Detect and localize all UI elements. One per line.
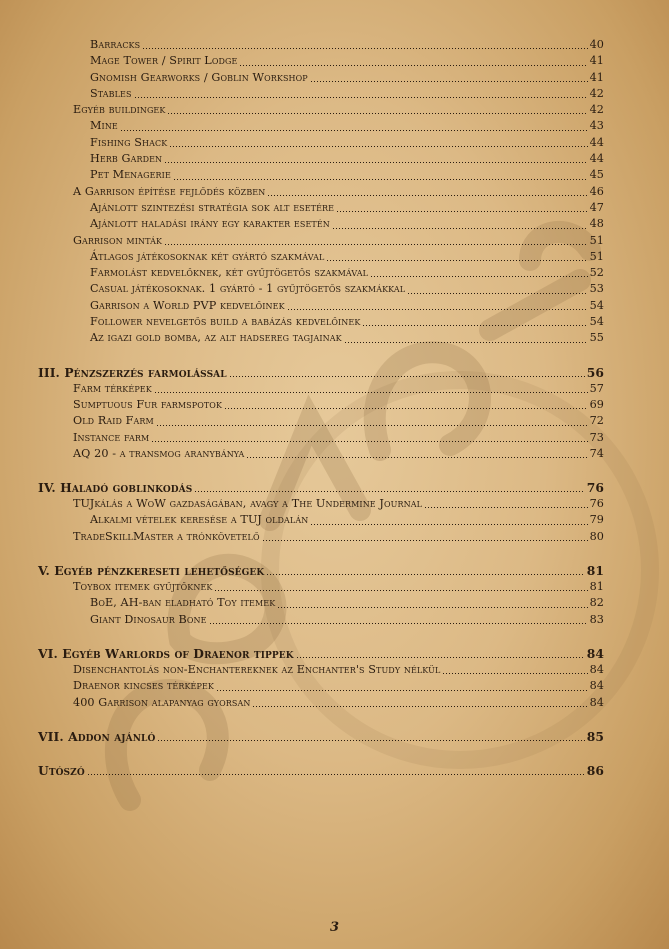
toc-entry-page: 51 — [589, 249, 604, 263]
dot-leader — [209, 622, 588, 625]
dot-leader — [262, 539, 588, 542]
toc-entry[interactable] — [38, 299, 604, 315]
dot-leader — [287, 308, 588, 311]
toc-entry-title: Ajánlott haladási irány egy karakter esetén — [90, 217, 330, 231]
toc-entry-page: 44 — [589, 152, 604, 166]
dot-leader — [87, 773, 585, 776]
toc-entry-page: 51 — [589, 233, 604, 247]
toc-section-heading[interactable] — [38, 729, 604, 746]
dot-leader — [424, 506, 588, 509]
toc-entry[interactable] — [38, 497, 604, 513]
toc-entry[interactable] — [38, 266, 604, 282]
dot-leader — [216, 689, 588, 692]
toc-entry[interactable] — [38, 71, 604, 87]
section-spacer — [38, 463, 604, 480]
dot-leader — [370, 275, 588, 278]
dot-leader — [332, 227, 588, 230]
toc-entry-page: 76 — [589, 497, 604, 511]
toc-entry-title: Mage Tower / Spirit Lodge — [90, 54, 238, 68]
toc-entry-title: TradeSkillMaster a trónkövetelő — [73, 529, 260, 543]
toc-entry-page: 86 — [586, 762, 604, 778]
toc-entry-title: Follower nevelgetős build a babázás kedvelőinek — [90, 315, 361, 329]
dot-leader — [310, 80, 588, 83]
toc-entry[interactable] — [38, 679, 604, 695]
dot-leader — [336, 210, 587, 213]
toc-entry[interactable] — [38, 119, 604, 135]
toc-entry[interactable] — [38, 580, 604, 596]
toc-entry-page: 57 — [589, 381, 604, 395]
section-spacer — [38, 348, 604, 365]
toc-entry-page: 72 — [589, 414, 604, 428]
dot-leader — [277, 606, 587, 609]
toc-entry-title: Disenchantolás non-Enchantereknek az Enchanter's Study nélkül — [73, 662, 441, 676]
dot-leader — [164, 161, 587, 164]
toc-entry-page: 43 — [589, 119, 604, 133]
toc-entry-title: V. Egyéb pénzkereseti lehetőségek — [38, 563, 265, 579]
toc-entry-page: 40 — [589, 38, 604, 51]
toc-entry[interactable] — [38, 414, 604, 430]
toc-entry-title: Fishing Shack — [90, 135, 168, 149]
toc-section-heading[interactable] — [38, 763, 604, 780]
toc-entry-title: Stables — [90, 86, 132, 100]
toc-entry-title: TUJkálás a WoW gazdaságában, avagy a The Undermine Journal — [73, 497, 422, 511]
toc-entry-title: AQ 20 - a transmog aranybánya — [73, 446, 245, 460]
toc-entry-page: 73 — [589, 430, 604, 444]
dot-leader — [310, 523, 587, 526]
page-number: 3 — [329, 920, 340, 935]
toc-entry-page: 84 — [589, 695, 604, 709]
toc-entry[interactable] — [38, 136, 604, 152]
dot-leader — [239, 64, 587, 67]
toc-entry-page: 48 — [589, 217, 604, 231]
toc-entry[interactable] — [38, 168, 604, 184]
dot-leader — [157, 739, 584, 742]
toc-entry[interactable] — [38, 315, 604, 331]
toc-entry-page: 82 — [589, 596, 604, 610]
dot-leader — [296, 656, 585, 659]
toc-entry-title: Instance farm — [73, 430, 150, 444]
toc-entry[interactable] — [38, 152, 604, 168]
toc-entry-page: 76 — [586, 480, 604, 496]
toc-entry[interactable] — [38, 382, 604, 398]
toc-entry-title: Mine — [90, 119, 118, 133]
toc-entry-title: Utószó — [38, 762, 85, 778]
toc-entry-title: Átlagos játékosoknak két gyártó szakmával — [90, 249, 325, 263]
table-of-contents — [38, 38, 604, 780]
toc-entry-title: Giant Dinosaur Bone — [90, 612, 207, 626]
toc-entry-page: 84 — [586, 645, 604, 661]
toc-entry-page: 42 — [589, 103, 604, 117]
dot-leader — [120, 129, 588, 132]
toc-entry[interactable] — [38, 185, 604, 201]
dot-leader — [252, 705, 587, 708]
toc-entry-page: 81 — [586, 563, 604, 579]
toc-entry-title: Farm térképek — [73, 381, 152, 395]
toc-section-heading[interactable] — [38, 646, 604, 663]
toc-entry[interactable] — [38, 201, 604, 217]
toc-entry-title: Garrison minták — [73, 233, 163, 247]
toc-entry-page: 44 — [589, 135, 604, 149]
toc-entry[interactable] — [38, 447, 604, 463]
toc-entry-title: Sumptuous Fur farmspotok — [73, 397, 223, 411]
toc-entry-title: Herb Garden — [90, 152, 163, 166]
dot-leader — [362, 324, 587, 327]
toc-entry-title: VII. Addon ajánló — [38, 728, 156, 744]
toc-entry-page: 41 — [589, 54, 604, 68]
dot-leader — [267, 194, 587, 197]
toc-entry[interactable] — [38, 431, 604, 447]
dot-leader — [266, 573, 584, 576]
toc-entry-page: 81 — [589, 580, 604, 594]
dot-leader — [246, 456, 587, 459]
toc-entry-title: Draenor kincses térképek — [73, 679, 214, 693]
dot-leader — [169, 145, 587, 148]
toc-entry-title: Casual játékosoknak. 1 gyártó - 1 gyűjtögetős szakmákkal — [90, 282, 406, 296]
dot-leader — [142, 47, 587, 50]
toc-entry-page: 84 — [589, 679, 604, 693]
toc-entry[interactable] — [38, 217, 604, 233]
toc-entry[interactable] — [38, 282, 604, 298]
toc-entry-page: 85 — [586, 728, 604, 744]
dot-leader — [151, 440, 587, 443]
toc-entry[interactable] — [38, 250, 604, 266]
toc-entry[interactable] — [38, 234, 604, 250]
dot-leader — [156, 424, 588, 427]
dot-leader — [407, 292, 587, 295]
toc-entry[interactable] — [38, 613, 604, 629]
toc-entry[interactable] — [38, 663, 604, 679]
dot-leader — [326, 259, 587, 262]
toc-entry-title: Barracks — [90, 38, 141, 51]
toc-entry[interactable] — [38, 596, 604, 612]
section-spacer — [38, 629, 604, 646]
toc-entry-title: Old Raid Farm — [73, 414, 154, 428]
toc-entry-title: 400 Garrison alapanyag gyorsan — [73, 695, 251, 709]
toc-entry-page: 41 — [589, 70, 604, 84]
toc-entry-title: Ajánlott szintezési stratégia sok alt esetére — [90, 200, 335, 214]
dot-leader — [167, 112, 587, 115]
toc-entry[interactable] — [38, 103, 604, 119]
toc-entry[interactable] — [38, 696, 604, 712]
toc-entry-page: 80 — [589, 529, 604, 543]
toc-entry-title: A Garrison építése fejlődés közben — [73, 184, 266, 198]
toc-entry-title: Alkalmi vételek keresése a TUJ oldalán — [90, 513, 309, 527]
toc-section-heading[interactable] — [38, 480, 604, 497]
toc-section-heading[interactable] — [38, 365, 604, 382]
toc-entry-page: 83 — [589, 612, 604, 626]
toc-entry-page: 46 — [589, 184, 604, 198]
toc-entry-title: BoE, AH-ban eladható Toy itemek — [90, 596, 276, 610]
section-spacer — [38, 712, 604, 729]
toc-entry-title: Az igazi gold bomba, az alt hadsereg tagjainak — [90, 331, 342, 345]
toc-entry-page: 69 — [589, 397, 604, 411]
toc-entry-title: Pet Menagerie — [90, 168, 171, 182]
dot-leader — [229, 375, 585, 378]
toc-entry-title: Garrison a World PVP kedvelőinek — [90, 298, 285, 312]
dot-leader — [173, 178, 588, 181]
toc-entry-title: Farmolást kedvelőknek, két gyűjtögetős szakmával — [90, 266, 368, 280]
toc-entry[interactable] — [38, 530, 604, 546]
toc-entry-page: 54 — [589, 298, 604, 312]
toc-entry-page: 45 — [589, 168, 604, 182]
dot-leader — [214, 589, 587, 592]
toc-section-heading[interactable] — [38, 563, 604, 580]
toc-entry[interactable] — [38, 54, 604, 70]
toc-entry-page: 84 — [589, 662, 604, 676]
dot-leader — [164, 243, 588, 246]
dot-leader — [224, 407, 588, 410]
toc-entry-page: 56 — [586, 364, 604, 380]
dot-leader — [134, 96, 588, 99]
toc-entry-page: 55 — [589, 331, 604, 345]
dot-leader — [194, 490, 584, 493]
toc-entry-title: Egyéb buildingek — [73, 103, 166, 117]
toc-entry-page: 42 — [589, 86, 604, 100]
toc-entry-page: 47 — [589, 200, 604, 214]
section-spacer — [38, 546, 604, 563]
section-spacer — [38, 746, 604, 763]
toc-entry-title: Toybox itemek gyűjtőknek — [73, 580, 213, 594]
toc-entry-page: 52 — [589, 266, 604, 280]
toc-entry-page: 54 — [589, 315, 604, 329]
dot-leader — [344, 341, 588, 344]
toc-entry-page: 53 — [589, 282, 604, 296]
toc-entry-title: Gnomish Gearworks / Goblin Workshop — [90, 70, 308, 84]
toc-entry[interactable] — [38, 398, 604, 414]
toc-entry[interactable] — [38, 331, 604, 347]
toc-entry-title: IV. Haladó goblinkodás — [38, 480, 193, 496]
toc-entry-title: III. Pénzszerzés farmolással — [38, 364, 227, 380]
toc-entry[interactable] — [38, 513, 604, 529]
toc-entry-title: VI. Egyéb Warlords of Draenor tippek — [38, 645, 294, 661]
dot-leader — [442, 672, 587, 675]
dot-leader — [154, 391, 588, 394]
toc-entry-page: 79 — [589, 513, 604, 527]
toc-entry[interactable] — [38, 87, 604, 103]
toc-entry-page: 74 — [589, 446, 604, 460]
toc-entry[interactable] — [38, 38, 604, 54]
